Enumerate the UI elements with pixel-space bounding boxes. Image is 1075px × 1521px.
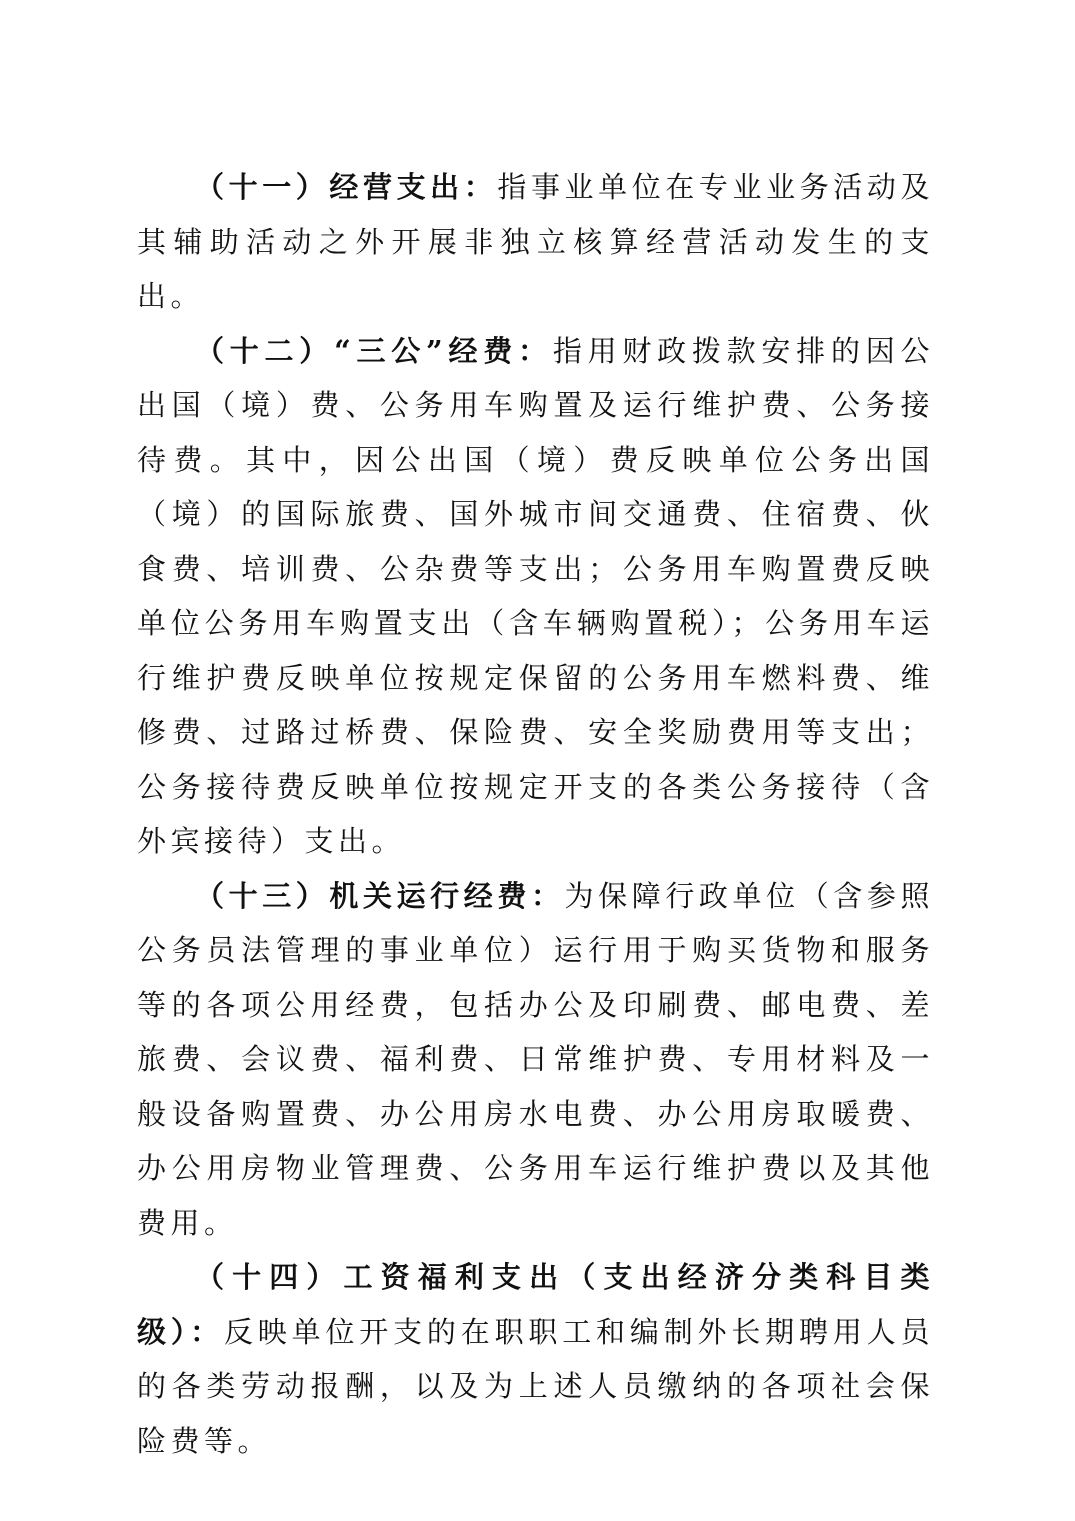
paragraph-agency-operating-funds [137, 869, 934, 1251]
paragraph-text: 反映单位开支的在职职工和编制外长期聘用人员的各类劳动报酬，以及为上述人员缴纳的各项社会保险费等。 [137, 1314, 934, 1458]
paragraph-operating-expenses [137, 160, 934, 324]
document-body [137, 160, 934, 1468]
paragraph-heading: （十一）经营支出： [195, 170, 498, 204]
paragraph-text: 指用财政拨款安排的因公出国（境）费、公务用车购置及运行维护费、公务接待费。其中，因公出国（境）费反映单位公务出国（境）的国际旅费、国外城市间交通费、住宿费、伙食费、培训费、公杂费等支出；公务用车购置费反映单位公务用车购置支出（含车辆购置税）；公务用车运行维护费反映单位按规定保留的公务用车燃料费、维修费、过路过桥费、保险费、安全奖励费用等支出；公务接待费反映单位按规定开支的各类公务接待（含外宾接待）支出。 [137, 333, 934, 858]
paragraph-text: 为保障行政单位（含参照公务员法管理的事业单位）运行用于购买货物和服务等的各项公用经费，包括办公及印刷费、邮电费、差旅费、会议费、福利费、日常维护费、专用材料及一般设备购置费、办公用房水电费、办公用房取暖费、办公用房物业管理费、公务用车运行维护费以及其他费用。 [137, 878, 934, 1240]
paragraph-heading: （十三）机关运行经费： [195, 878, 565, 913]
paragraph-text: 指事业单位在专业业务活动及其辅助活动之外开展非独立核算经营活动发生的支出。 [137, 170, 934, 313]
paragraph-heading: （十二）“三公”经费： [195, 333, 553, 368]
paragraph-three-public-expenses [137, 324, 934, 869]
paragraph-wage-welfare-expenses [137, 1250, 934, 1468]
paragraph-heading: （十四）工资福利支出（支出经济分类科目类级）： [137, 1260, 934, 1349]
